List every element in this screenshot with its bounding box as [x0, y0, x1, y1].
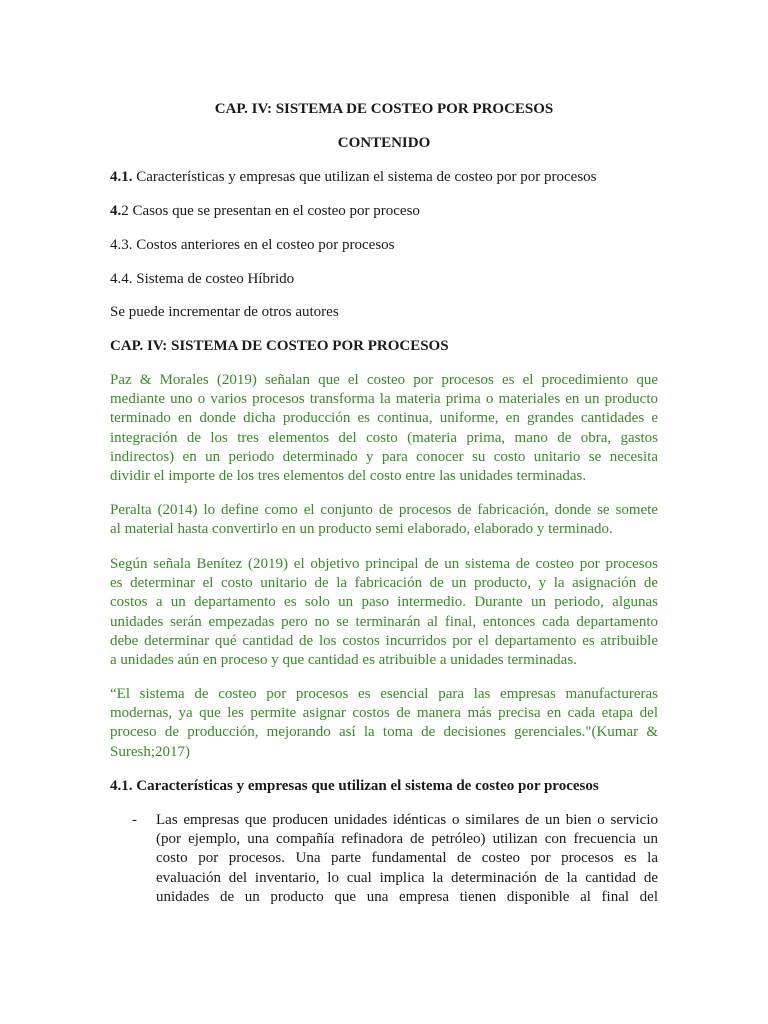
paragraph-line: unidades serán empezadas pero no se terminarán al final, entonces cada departamento [110, 613, 658, 630]
toc-number: 4.1. [110, 169, 133, 185]
bullet-line: unidades de un producto que una empresa tienen disponible al final del [156, 888, 658, 905]
dash-bullet-icon: - [132, 812, 137, 828]
bullet-line: evaluación del inventario, lo cual implica la determinación de la cantidad de [156, 869, 658, 886]
paragraph-line: dividir el importe de los tres elementos del costo entre las unidades terminadas. [110, 468, 587, 485]
paragraph-line: Paz & Morales (2019) señalan que el costeo por procesos es el procedimiento que [110, 372, 658, 388]
paragraph-line: costos a un departamento es solo un paso intermedio. Durante un periodo, algunas [110, 594, 658, 611]
contents-title: CONTENIDO [337, 135, 431, 151]
paragraph-kumar-quote [110, 685, 658, 762]
bullet-line: costo por procesos. Una parte fundamental de costeo por procesos es la [156, 850, 658, 867]
toc-note: Se puede incrementar de otros autores [110, 304, 339, 320]
paragraph-peralta [110, 501, 658, 539]
toc-item-4-3: 4.3. Costos anteriores en el costeo por procesos [110, 237, 395, 253]
paragraph-line: a unidades aún en proceso y que cantidad es atribuible a unidades terminadas. [110, 652, 577, 669]
paragraph-line: “El sistema de costeo por procesos es esencial para las empresas manufactureras [110, 686, 658, 702]
bullet-line: Las empresas que producen unidades idénticas o similares de un bien o servicio [156, 812, 658, 828]
paragraph-line: modernas, ya que les permite asignar costos de manera más precisa en cada etapa del [110, 705, 658, 722]
paragraph-line: al material hasta convertirlo en un producto semi elaborado, elaborado y terminado. [110, 521, 613, 538]
paragraph-line: es determinar el costo unitario de la fabricación de un producto, y la asignación de [110, 575, 658, 592]
chapter-title: CAP. IV: SISTEMA DE COSTEO POR PROCESOS [214, 101, 554, 117]
paragraph-paz-morales [110, 371, 658, 486]
bullet-text [156, 811, 658, 907]
paragraph-benitez [110, 555, 658, 670]
paragraph-line: debe determinar qué cantidad de los costos incurridos por el departamento es atribuible [110, 632, 658, 649]
paragraph-line: indirectos) en un periodo determinado y para conocer su costo unitario se necesita [110, 448, 658, 465]
toc-text: Características y empresas que utilizan el sistema de costeo por por procesos [132, 169, 597, 185]
bullet-line: (por ejemplo, una compañía refinadora de petróleo) utilizan con frecuencia un [156, 831, 658, 848]
toc-item-4-2 [110, 202, 658, 220]
paragraph-line: Peralta (2014) lo define como el conjunto de procesos de fabricación, donde se somete [110, 502, 658, 518]
paragraph-line: mediante uno o varios procesos transforma la materia prima o materiales en un producto [110, 391, 658, 408]
toc-text: 2 Casos que se presentan en el costeo por proceso [121, 203, 420, 219]
toc-item-4-4: 4.4. Sistema de costeo Híbrido [110, 271, 295, 287]
paragraph-line: Suresh;2017) [110, 743, 190, 760]
section-title: CAP. IV: SISTEMA DE COSTEO POR PROCESOS [110, 338, 449, 354]
paragraph-line: integración de los tres elementos del costo (materia prima, mano de obra, gastos [110, 429, 658, 446]
subsection-title: 4.1. Características y empresas que utilizan el sistema de costeo por procesos [110, 778, 599, 794]
paragraph-line: proceso de producción, mejorando así la toma de decisiones gerenciales."(Kumar & [110, 724, 658, 741]
paragraph-line: Según señala Benítez (2019) el objetivo principal de un sistema de costeo por procesos [110, 556, 658, 572]
toc-item-4-1 [110, 168, 658, 186]
paragraph-line: terminado en donde dicha producción es continua, uniforme, en grandes cantidades e [110, 410, 658, 427]
toc-number: 4. [110, 203, 122, 219]
